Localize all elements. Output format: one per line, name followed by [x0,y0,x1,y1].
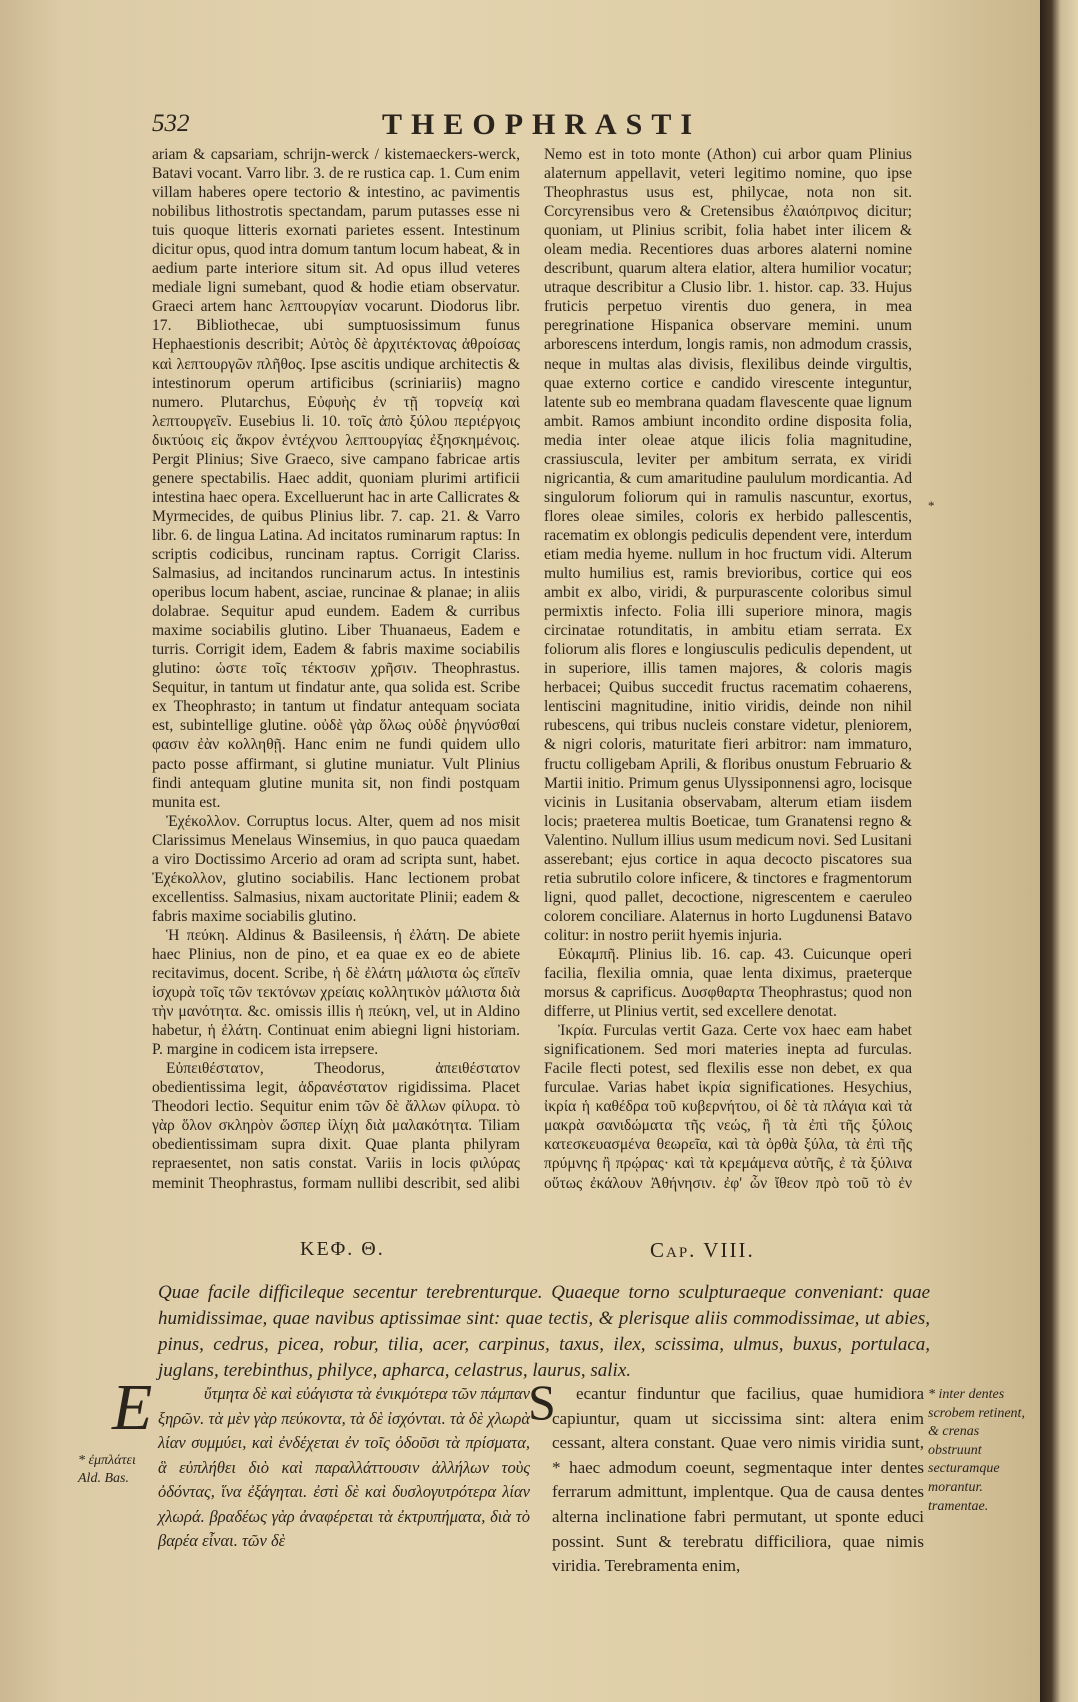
running-header [152,110,922,142]
chapter-heading-latin: Cap. VIII. [650,1238,755,1262]
page-number: 532 [152,110,190,137]
margin-asterisk: * [928,498,935,513]
right-margin-note: * inter dentes scrobem retinent, & crenas obstruunt secturamque morantur. tramentae. [928,1387,1025,1514]
greek-drop-cap: E [112,1371,153,1444]
page-gutter-edge [1040,0,1078,1702]
right-commentary-column [544,145,912,1195]
running-title: THEOPHRASTI [382,108,702,141]
left-margin-note: * ἐμπλάτει Ald. Bas. [78,1453,136,1486]
left-commentary-column [152,145,520,1195]
right-paragraph: Εὐκαμπῆ. Plinius lib. 16. cap. 43. Cuicunque operi facilia, flexilia omnia, quae lenta diximus, praeterque morsus & caprificus. Δυσφθαρτα Theophrastus; quod non differre, ut Plinius vertit, sed excellere denotat. [544,945,912,1021]
left-paragraph: Εὐπειθέστατον, Theodorus, ἀπειθέστατον obedientissima legit, ἀδρανέστατον rigidissima. Placet Theodori lectio. Sequitur enim τῶν δὲ ἄλλων φίλυρα. τὸ γὰρ ὅλον σκληρὸν ὥσπερ ἰλίχη διὰ μαλακότητα. Tiliam obedientissimam supra dixit. Quae planta philyram repraesentet, non satis constat. Variis in locis φιλύρας meminit Theophrastus, formam nullibi describit, sed alibi [152,1060,520,1192]
latin-body: ecantur finduntur que facilius, quae humidiora capiuntur, quam ut siccissima sint: altera enim cessant, altera constant. Quae vero nimis viridia sunt, * haec admodum coeunt, segmentaque inter dentes ferrarum admittunt, implentque. Qua de causa dentes alterna inclinatione fabri permutant, ut sponte educi possint. Sunt & terebratu difficiliora, quae nimis viridia. Terebramenta enim, [552,1384,924,1576]
greek-text-block [112,1371,531,1622]
left-paragraph: ariam & capsariam, schrijn-werck / kistemaeckers-werck, Batavi vocant. Varro libr. 3. de re rustica cap. 1. Cum enim villam haberes opere tectorio & intestino, ac pavimentis nobilibus lithostrotis spectandam, parum putasses esse ni tuis quoque litteris exornati parietes essent. Intestinum dicitur opus, quod intra domum tantum locum habeat, & in aedium parte interiore situm sit. Ad opus illud veteres mediale ligni sumebant, quod & hodie etiam observatur. Graeci artem hanc λεπτουργίαν vocarunt. Diodorus libr. 17. Bibliothecae, ubi sumptuosissimum funus Hephaestionis describit; Αὐτὸς δὲ ἀρχιτέκτονας ἀθροίσας καὶ λεπτουργῶν πλῆθος. Ipse ascitis undique architectis & intestinorum operum artificibus (scriniariis) magno numero. Plutarchus, Εὐφυὴς ἐν τῇ τορνείᾳ καὶ λεπτουργεῖν. Eusebius li. 10. τοῖς ἀπὸ ξύλου περιέργοις δικτύοις εἰς ἄκρον ἐντέχνου λεπτουργίας ἐξησκημένοις. Pergit Plinius; Sive Graeco, sive campano fabricae artis genere spectabilis. Haec addit, quoniam plurimi artificii intestina haec opera. Excelluerunt hac in arte Callicrates & Myrmecides, de quibus Plinius libr. 7. cap. 21. & Varro libr. 6. de lingua Latina. Ad incitatos ruminarum raptus: In scriptis codicibus, runcinam raptus. Corrigit Clariss. Salmasius, ad incitandos runcinarum actus. In intestinis operibus locum habent, asciae, runcinae & planae; in aliis dolabrae. Sequitur apud eundem. Eadem & curribus maxime sociabilis glutino. Liber Thuanaeus, Eadem e turris. Corrigit idem, Eadem & fabris maxime sociabilis glutino: ὡστε τοῖς τέκτοσιν χρῆσιν. Theophrastus. Sequitur, in tantum ut findatur ante, qua solida est. Scribe ex Theophrasto; in tantum ut findatur antequam sociata est, subintellige glutine. οὐδὲ γὰρ ὅλως οὐδὲ ῥηγνύσθαί φασιν ἐὰν κολληθῇ. Hanc enim ne fundi quidem ullo pacto posse affirmant, si glutine muniatur. Vult Plinius findi antequam glutine munita sit, non findi postquam munita est. [152,146,520,811]
right-paragraph: Nemo est in toto monte (Athon) cui arbor quam Plinius alaternum appellavit, veteri legitimo nomine, quo ipse Theophrastus usus est, philycae, nota non sit. Corcyrensibus vero & Cretensibus ἐλαιόπρινος dicitur; quoniam, ut Plinius scribit, folia habet inter ilicem & oleam media. Recentiores duas arbores alaterni nomine describunt, quarum altera elatior, altera humilior vocatur; utraque describitur a Clusio libr. 1. histor. cap. 33. Hujus fruticis perpetuo virentis duo genera, in mea peregrinatione Hispanica observare memini. unum arborescens interdum, longis ramis, non admodum crassis, neque in multas alas divisis, flexilibus deinde virgultis, quae externo cortice e candido virescente integuntur, latente sub eo membrana quadam flavescente quae lignum ambit. Ramos ambiunt incondito ordine disposita folia, media inter oleae atque ilicis folia magnitudine, crassiuscula, leviter per ambitum serrata, ex viridi nigricantia, & cum amaritudine paululum mordicantia. Ad singulorum foliorum qui in ramulis nascuntur, exortus, flores oleae similes, coloris ex herbido pallescentis, racematim ex oblongis pediculis dependent vere, interdum etiam media hyeme. nullum in hoc fructum vidi. Alterum multo humilius est, ramis brevioribus, cortice qui eos ambit ex albo, viridi, & purpurascente coloribus simul permixtis infecto. Folia illi superiore minora, magis circinatae rotunditatis, in ambitu etiam serrata. Ex foliorum alis flores e longiusculis pediculis dependent, ut in superiore, illis tamen majores, & coloris magis herbacei; Quibus succedit fructus racematim cohaerens, lentiscini magnitudine, initio viridis, deinde non nihil rubescens, qui tribus nucleis constare videtur, pleniorem, & nigri coloris, maturitate fieri arbitror: nam immaturo, fructu colligebam Aprili, & floribus onustum Februario & Martii initio. Primum genus Ulyssiponnensi agro, locisque vicinis in Lusitania observabam, alterum etiam iisdem locis; praeterea multis Boeticae, tum Granatensi regno & Valentino. Nullum illius usum medicum novi. Sed Lusitani asserebant; ejus cortice in aqua decocto piscatores sua retia subrutilo colore inficere, & tinctores e fragmentorum ligni, quod pallet, decoctione, nigrescentem e caeruleo colorem conciliare. Alaternus in horto Lugdunensi Batavo colitur: in nostro periit hyemis injuria. [544,146,912,944]
right-paragraph: Ἰκρία. Furculas vertit Gaza. Certe vox haec eam habet significationem. Sed mori materies inepta ad furculas. Facile flecti potest, sed flexilis esse non debet, ex qua furculae. Varias habet ἰκρία significationes. Hesychius, ἰκρία ἡ καθέδρα τοῦ κυβερνήτου, οἱ δὲ τὰ πλάγια καὶ τὰ μακρὰ σανιδώματα τῆς νεώς, ἢ τὰ ἐπὶ τῆς ξύλοις κατεσκευασμένα θεωρεῖα, καὶ τὰ ὀρθὰ ξύλα, τὰ ἐπὶ τῆς πρύμνης ἢ πρῴρας· καὶ τὰ κρεμάμενα αὐτῆς, ἐ τὰ ξύλινα οὕτως ἐκάλουν Ἀθήνησιν. ἐφ' ὧν ἴθεον πρὸ τοῦ τὸ ἐν [544,1022,912,1192]
chapter-summary: Quae facile difficileque secentur terebrenturque. Quaeque torno sculpturaeque conveniant: quae humidissimae, quae navibus aptissimae sint: quae tectis, & plerisque aliis commodissimae, ut abies, pinus, cedrus, picea, robur, tilia, acer, carpinus, taxus, ilex, scissima, ulmus, buxus, portulaca, juglans, terebinthus, philyce, apharca, celastrus, laurus, salix. [158,1282,930,1381]
latin-text [528,1374,924,1579]
left-paragraph: Ἡ πεύκη. Aldinus & Basileensis, ἡ ἐλάτη. De abiete haec Plinius, non de pino, et ea quae ex eo de abiete recitavimus, docent. Scribe, ἡ δὲ ἐλάτη μάλιστα ὡς εἴπεῖν ἰσχυρὰ τοῖς τῶν τεκτόνων χρείαις κολλητικὸν μάλιστα διὰ τὴν μανότητα. &c. omissis illis ἡ πεύκη, vel, ut in Aldino habetur, ἡ ἐλάτη. Continuat enim abiegni ligni historiam. P. margine in codicem ista irrepsere. [152,926,520,1059]
latin-text-block [528,1374,924,1622]
left-paragraph: Ἐχέκολλον. Corruptus locus. Alter, quem ad nos misit Clarissimus Menelaus Winsemius, in quo pauca quaedam a viro Doctissimo Arcerio ad oram ad scripta sunt, habet. Ἐχέκολλον, glutino sociabilis. Hanc lectionem probat excellentiss. Salmasius, nixam auctoritate Plinii; eadem & fabris maxime sociabilis glutino. [152,812,520,925]
latin-drop-cap: S [528,1374,556,1430]
greek-text [112,1371,531,1554]
chapter-heading-greek: ΚΕΦ. Θ. [300,1238,385,1260]
greek-body: ὔτμητα δὲ καὶ εὐάγιστα τὰ ἐνικμότερα τῶν πάμπαν ξηρῶν. τὰ μὲν γὰρ πεύκοντα, τὰ δὲ ἰσχόνται. τὰ δὲ χλωρὰ λίαν συμμύει, καὶ ἐνδέχεται ἐν τοῖς ὀδοῦσι τὰ πρίσματα, ἃ εὐπλήθει διὸ καὶ παραλλάττουσιν ἀλλήλων τοὺς ὀδόντας, ἵνα ἐξάγηται. ἐστὶ δὲ καὶ δυσλογυτρότερα λίαν χλωρά. βραδέως γὰρ ἀναφέρεται τὰ ἐκτρυπήματα, διὰ τὸ βαρέα εἶναι. τῶν δὲ [158,1384,531,1550]
